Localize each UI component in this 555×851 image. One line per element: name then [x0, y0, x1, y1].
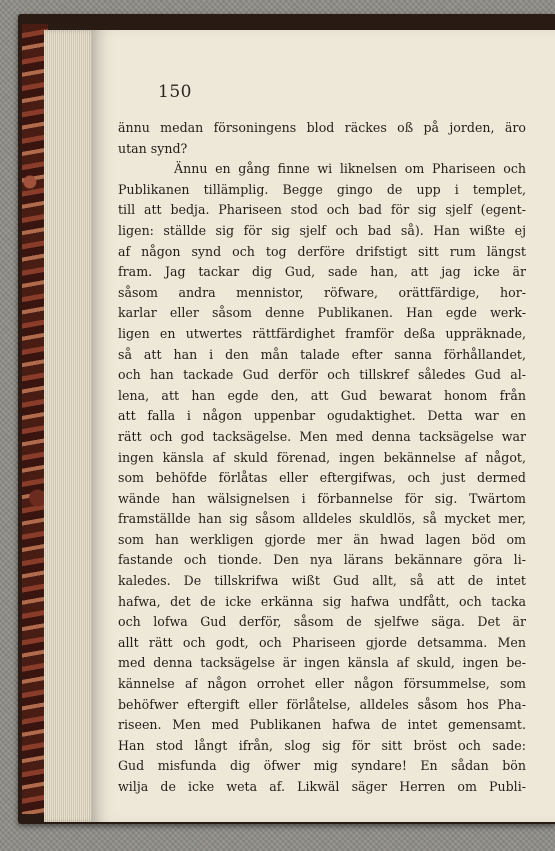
- text-line: och han tackade Gud derför och tillskref således Gud al-: [118, 367, 526, 383]
- text-line: hafwa, det de icke erkänna sig hafwa undfått, och tacka: [118, 593, 526, 609]
- text-line: behöfwer eftergift eller förlåtelse, alldeles såsom hos Pha-: [118, 696, 526, 712]
- text-line: Publikanen tillämplig. Begge gingo de upp i templet,: [118, 181, 526, 197]
- text-line: fastande och tionde. Den nya lärans bekännare göra li-: [118, 552, 526, 568]
- text-line: Ännu en gång finne wi liknelsen om Phariseen och: [174, 161, 526, 177]
- text-line: lena, att han egde den, att Gud bewarat honom från: [118, 387, 526, 403]
- text-line: som han werkligen gjorde mer än hwad lagen böd om: [118, 531, 526, 547]
- text-line: kaledes. De tillskrifwa wißt Gud allt, så att de intet: [118, 573, 526, 589]
- page-number: 150: [158, 82, 192, 102]
- text-line: såsom andra mennistor, röfware, orättfärdige, hor-: [118, 284, 526, 300]
- text-line: allt rätt och godt, och Phariseen gjorde detsamma. Men: [118, 634, 526, 650]
- text-line: ingen känsla af skuld förenad, ingen bekännelse af något,: [118, 449, 526, 465]
- text-line: riseen. Men med Publikanen hafwa de intet gemensamt.: [118, 717, 526, 733]
- text-line: fram. Jag tackar dig Gud, sade han, att jag icke är: [118, 264, 526, 280]
- text-line: ligen en utwertes rättfärdighet framför deßa uppräknade,: [118, 325, 526, 341]
- text-line: till att bedja. Phariseen stod och bad för sig sjelf (egent-: [118, 202, 526, 218]
- text-line: med denna tacksägelse är ingen känsla af skuld, ingen be-: [118, 655, 526, 671]
- text-line: utan synd?: [118, 140, 188, 156]
- text-line: karlar eller såsom denne Publikanen. Han egde werk-: [118, 305, 526, 321]
- text-line: som behöfde förlåtas eller eftergifwas, och just dermed: [118, 470, 526, 486]
- text-line: och lofwa Gud derför, såsom de sjelfwe säga. Det är: [118, 614, 526, 630]
- text-line: ligen: ställde sig för sig sjelf och bad så). Han wißte ej: [118, 222, 526, 238]
- text-line: wilja de icke weta af. Likwäl säger Herren om Publi-: [118, 779, 526, 794]
- text-line: wände han wälsignelsen i förbannelse för sig. Twärtom: [118, 490, 526, 506]
- text-line: så att han i den mån talade efter sanna förhållandet,: [118, 346, 526, 362]
- text-line: rätt och god tacksägelse. Men med denna tacksägelse war: [118, 428, 526, 444]
- text-line: ännu medan försoningens blod räckes oß på jorden, äro: [118, 120, 526, 135]
- text-line: att falla i någon uppenbar ogudaktighet. Detta war en: [118, 408, 526, 424]
- page-text: [118, 118, 526, 798]
- text-line: Gud misfunda dig öfwer mig syndare! En sådan bön: [118, 758, 526, 774]
- text-line: af någon synd och tog derföre drifstigt sitt rum längst: [118, 243, 526, 259]
- page-edges: [44, 30, 96, 822]
- text-line: kännelse af någon orrohet eller någon försummelse, som: [118, 676, 526, 692]
- text-line: Han stod långt ifrån, slog sig för sitt bröst och sade:: [118, 737, 526, 753]
- text-line: framställde han sig såsom alldeles skuldlös, så mycket mer,: [118, 511, 526, 527]
